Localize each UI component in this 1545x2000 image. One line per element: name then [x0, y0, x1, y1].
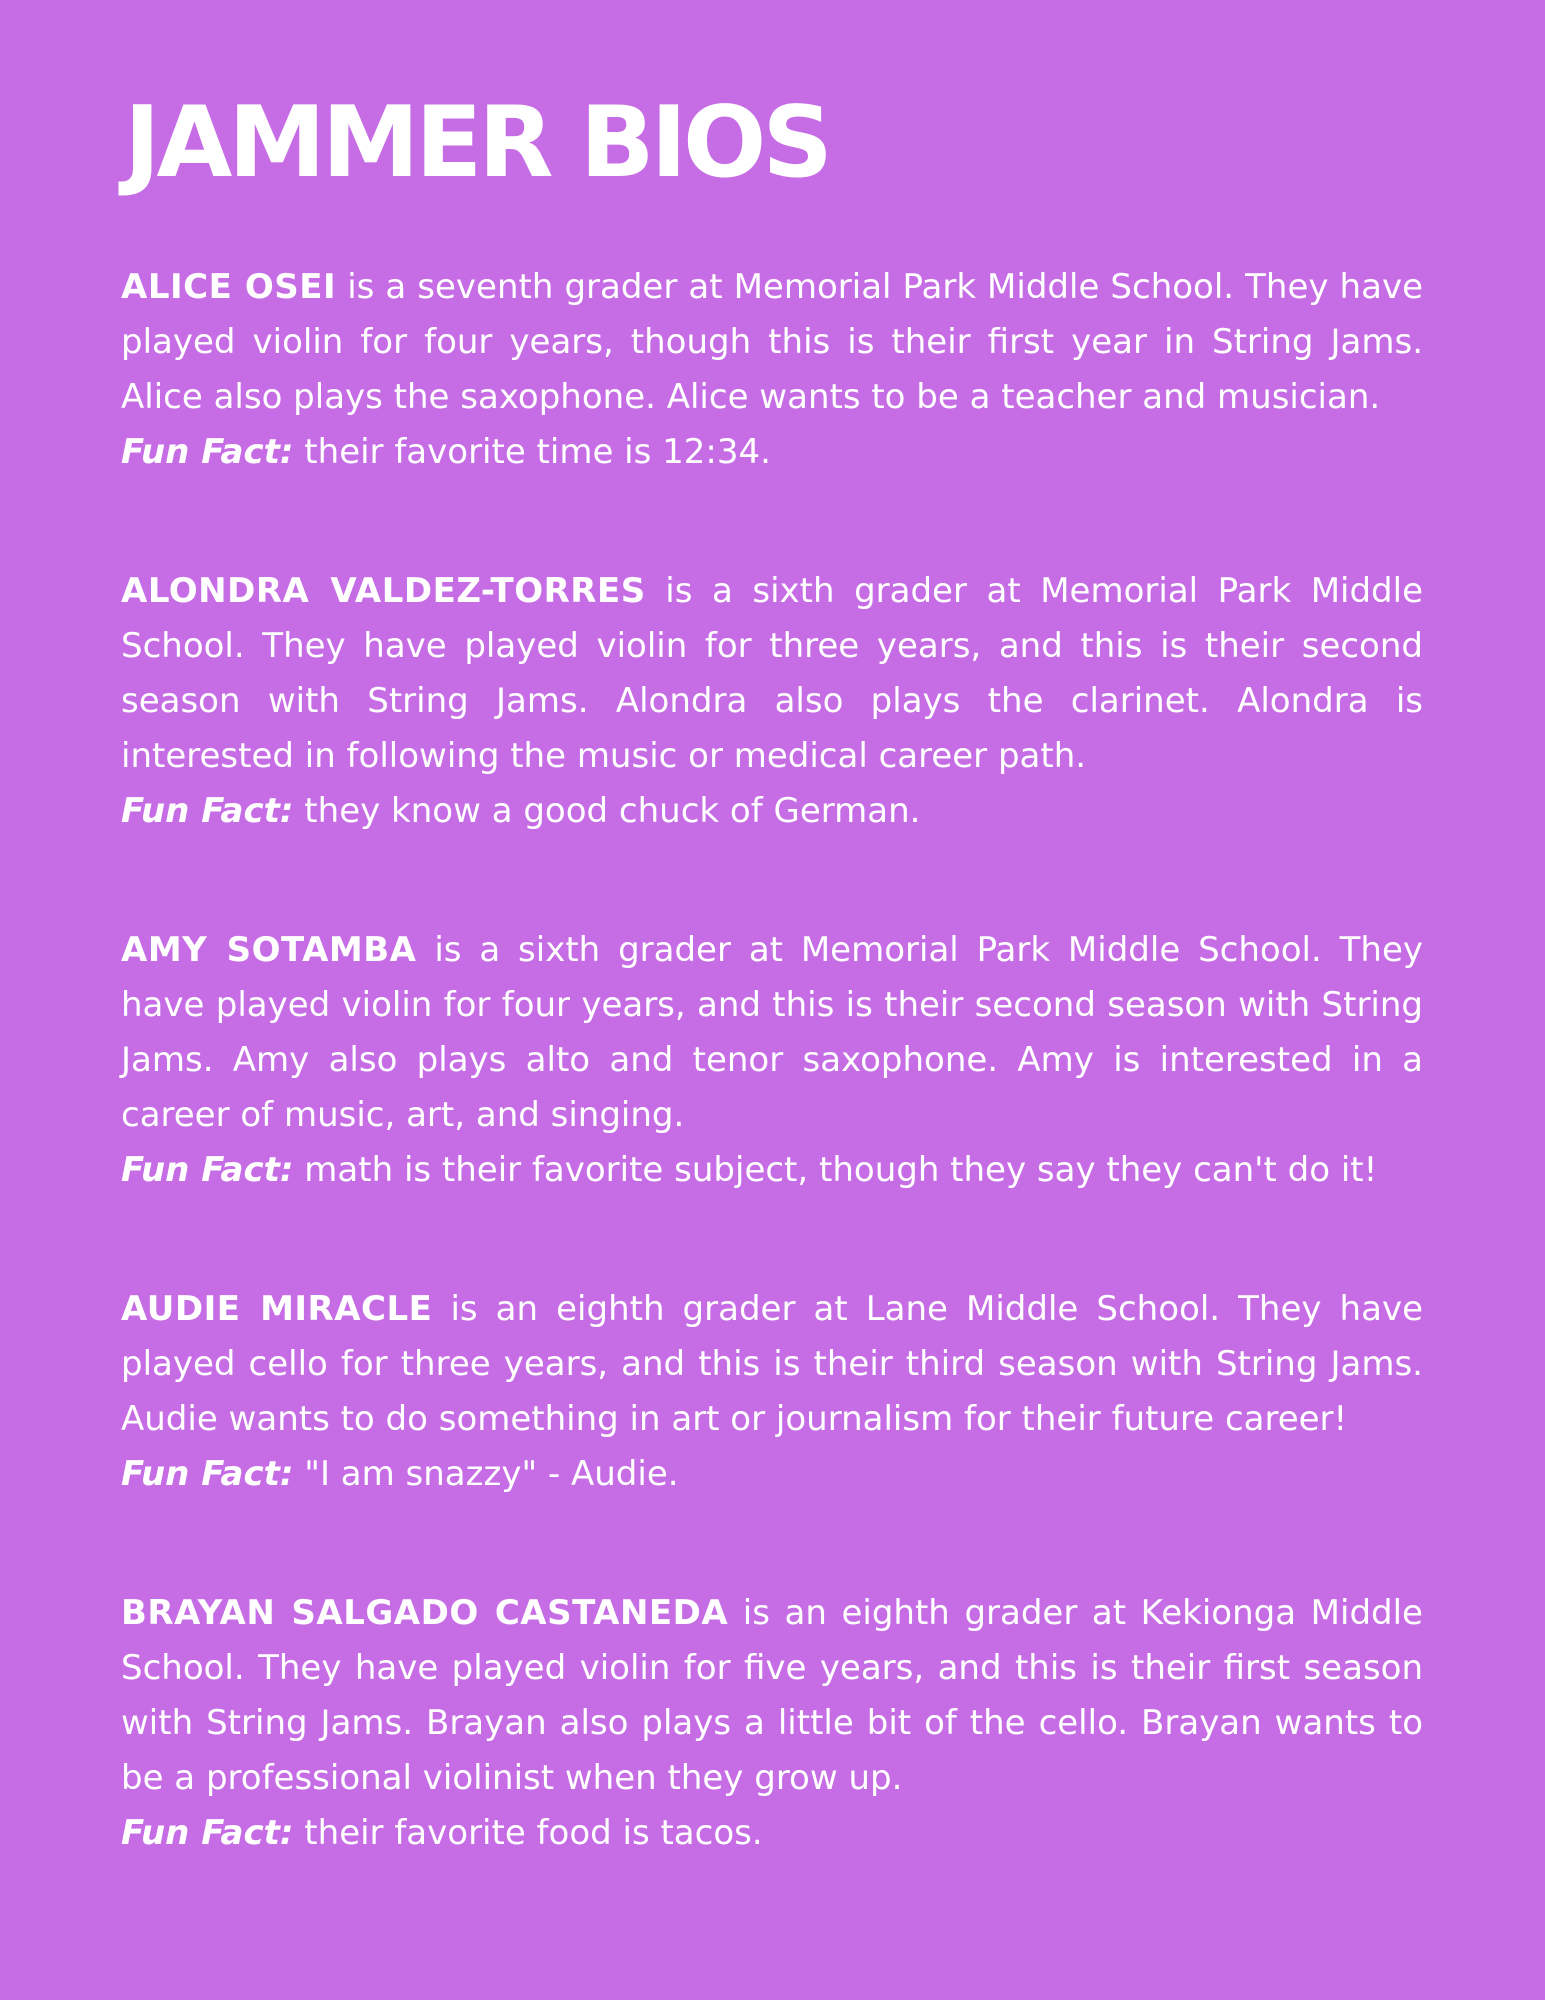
fun-fact-label: Fun Fact: — [121, 432, 294, 472]
bio-entry — [121, 1282, 1423, 1502]
fun-fact-text: "I am snazzy" - Audie. — [293, 1454, 679, 1494]
fun-fact-label: Fun Fact: — [121, 1813, 294, 1853]
bio-name: ALONDRA VALDEZ-TORRES — [121, 571, 646, 611]
bio-name: AMY SOTAMBA — [121, 930, 417, 970]
bio-entry — [121, 923, 1423, 1198]
bio-paragraph — [121, 923, 1423, 1143]
fun-fact-label: Fun Fact: — [121, 1150, 294, 1190]
bio-paragraph — [121, 1282, 1423, 1447]
fun-fact — [121, 1447, 1423, 1502]
fun-fact — [121, 425, 1423, 480]
fun-fact — [121, 1806, 1423, 1861]
fun-fact-text: their favorite time is 12:34. — [293, 432, 771, 472]
bio-description: is a sixth grader at Memorial Park Middle School. They have played violin for three years, and this is their second season with String Jams. Alondra also plays the clarinet. Alondra is interested in following the music or medical career path. — [121, 571, 1424, 776]
fun-fact — [121, 1143, 1423, 1198]
bio-entry — [121, 260, 1423, 480]
bio-name: BRAYAN SALGADO CASTANEDA — [121, 1593, 729, 1633]
fun-fact — [121, 784, 1423, 839]
bio-description: is a seventh grader at Memorial Park Middle School. They have played violin for four years, though this is their first year in String Jams. Alice also plays the saxophone. Alice wants to be a teacher and musician. — [121, 267, 1423, 417]
fun-fact-text: their favorite food is tacos. — [293, 1813, 763, 1853]
fun-fact-text: math is their favorite subject, though they say they can't do it! — [293, 1150, 1378, 1190]
fun-fact-label: Fun Fact: — [121, 791, 294, 831]
bio-description: is an eighth grader at Lane Middle School. They have played cello for three years, and this is their third season with String Jams. Audie wants to do something in art or journalism for their future career! — [121, 1289, 1423, 1439]
bio-name: AUDIE MIRACLE — [121, 1289, 433, 1329]
bio-entry — [121, 564, 1423, 839]
bio-name: ALICE OSEI — [121, 267, 337, 307]
page-title: JAMMER BIOS — [124, 86, 829, 200]
fun-fact-label: Fun Fact: — [121, 1454, 294, 1494]
bio-entry — [121, 1586, 1423, 1861]
bio-paragraph — [121, 1586, 1423, 1806]
bio-description: is an eighth grader at Kekionga Middle School. They have played violin for five years, and this is their first season with String Jams. Brayan also plays a little bit of the cello. Brayan wants to be a professional violinist when they grow up. — [121, 1593, 1423, 1798]
bio-paragraph — [121, 260, 1423, 425]
bio-paragraph — [121, 564, 1423, 784]
fun-fact-text: they know a good chuck of German. — [293, 791, 921, 831]
bio-description: is a sixth grader at Memorial Park Middle School. They have played violin for four years, and this is their second season with String Jams. Amy also plays alto and tenor saxophone. Amy is interested in a career of music, art, and singing. — [121, 930, 1423, 1135]
